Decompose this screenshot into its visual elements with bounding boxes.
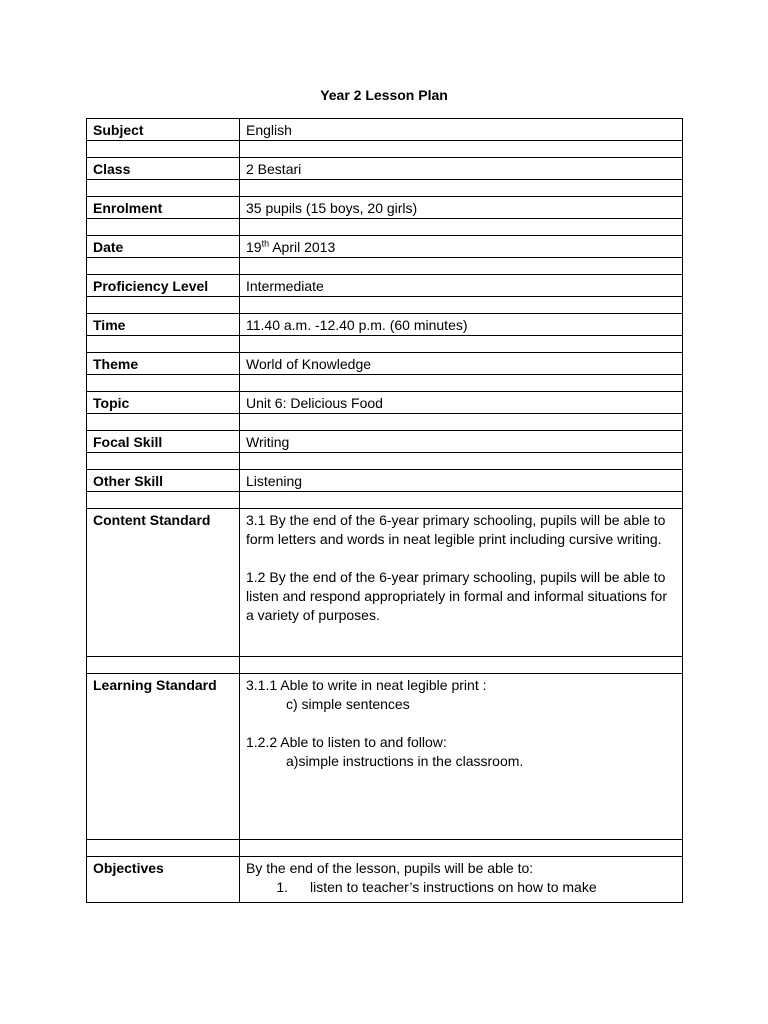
time-value: 11.40 a.m. -12.40 p.m. (60 minutes) [240, 314, 683, 336]
class-label: Class [87, 158, 240, 180]
theme-value: World of Knowledge [240, 353, 683, 375]
spacer-row [87, 492, 683, 509]
spacer-row [87, 453, 683, 470]
spacer-row [87, 414, 683, 431]
content-standard-p2: 1.2 By the end of the 6-year primary schooling, pupils will be able to listen and respond appropriately in formal and informal situations for a variety of purposes. [246, 569, 668, 623]
content-standard-label: Content Standard [87, 509, 240, 657]
topic-label: Topic [87, 392, 240, 414]
date-day: 19 [246, 239, 262, 255]
objectives-intro: By the end of the lesson, pupils will be able to: [246, 860, 534, 876]
focal-skill-label: Focal Skill [87, 431, 240, 453]
other-skill-label: Other Skill [87, 470, 240, 492]
row-topic [87, 392, 683, 414]
content-standard-p1: 3.1 By the end of the 6-year primary schooling, pupils will be able to form letters and words in neat legible print including cursive writing. [246, 512, 666, 547]
date-suffix: th [261, 238, 270, 249]
date-rest: April 2013 [269, 239, 336, 255]
lesson-plan-table [86, 118, 683, 903]
row-objectives [87, 857, 683, 903]
enrolment-value: 35 pupils (15 boys, 20 girls) [240, 197, 683, 219]
spacer-row [87, 141, 683, 158]
spacer-row [87, 336, 683, 353]
subject-value: English [240, 119, 683, 141]
row-other-skill [87, 470, 683, 492]
time-label: Time [87, 314, 240, 336]
objectives-item-1-text: listen to teacher’s instructions on how to make [310, 879, 597, 895]
spacer-row [87, 375, 683, 392]
theme-label: Theme [87, 353, 240, 375]
objectives-value [240, 857, 683, 903]
row-subject [87, 119, 683, 141]
objectives-item-1-number: 1. [276, 879, 288, 895]
row-focal-skill [87, 431, 683, 453]
document-title: Year 2 Lesson Plan [320, 87, 448, 103]
objectives-label: Objectives [87, 857, 240, 903]
learning-standard-label: Learning Standard [87, 674, 240, 840]
row-theme [87, 353, 683, 375]
spacer-row [87, 258, 683, 275]
enrolment-label: Enrolment [87, 197, 240, 219]
topic-value: Unit 6: Delicious Food [240, 392, 683, 414]
objectives-item-1 [246, 878, 676, 897]
focal-skill-value: Writing [240, 431, 683, 453]
learning-standard-l2: 1.2.2 Able to listen to and follow: [246, 734, 447, 750]
learning-standard-l2-sub: a)simple instructions in the classroom. [286, 753, 524, 769]
spacer-row [87, 219, 683, 236]
row-learning-standard [87, 674, 683, 840]
other-skill-value: Listening [240, 470, 683, 492]
date-label: Date [87, 236, 240, 258]
spacer-row [87, 840, 683, 857]
date-value [240, 236, 683, 258]
learning-standard-l1-sub: c) simple sentences [286, 696, 410, 712]
learning-standard-l1: 3.1.1 Able to write in neat legible print : [246, 677, 487, 693]
row-time [87, 314, 683, 336]
spacer-row [87, 297, 683, 314]
row-class [87, 158, 683, 180]
spacer-row [87, 180, 683, 197]
row-date [87, 236, 683, 258]
content-standard-value [240, 509, 683, 657]
row-proficiency [87, 275, 683, 297]
learning-standard-value [240, 674, 683, 840]
row-content-standard [87, 509, 683, 657]
spacer-row [87, 657, 683, 674]
proficiency-value: Intermediate [240, 275, 683, 297]
class-value: 2 Bestari [240, 158, 683, 180]
proficiency-label: Proficiency Level [87, 275, 240, 297]
row-enrolment [87, 197, 683, 219]
subject-label: Subject [87, 119, 240, 141]
